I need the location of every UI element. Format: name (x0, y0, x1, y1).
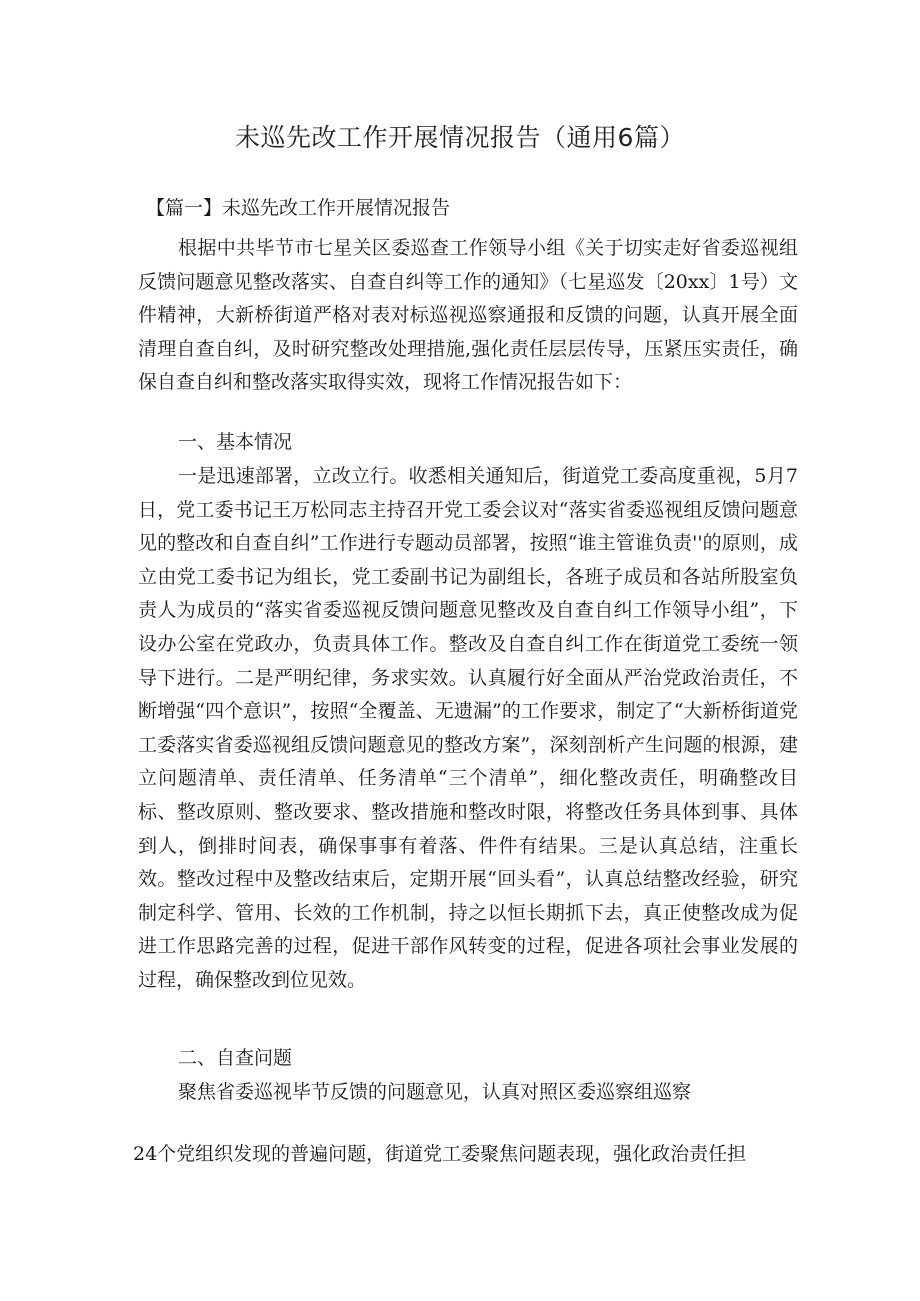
intro-paragraph: 根据中共毕节市七星关区委巡查工作领导小组《关于切实走好省委巡视组反馈问题意见整改落实、自查自纠等工作的通知》（七星巡发〔20xx〕1号）文件精神，大新桥街道严格对表对标巡视巡察通报和反馈的问题，认真开展全面清理自查自纠，及时研究整改处理措施,强化责任层层传导，压紧压实责任，确保自查自纠和整改落实取得实效，现将工作情况报告如下： (138, 237, 798, 394)
section-heading: 【篇一】未巡先改工作开展情况报告 (146, 197, 451, 219)
continuation-paragraph: 24个党组织发现的普遍问题，街道党工委聚焦问题表现，强化政治责任担 (133, 1143, 747, 1165)
subheading-basic-situation: 一、基本情况 (178, 431, 293, 453)
subheading-self-check: 二、自查问题 (178, 1047, 293, 1069)
document-title: 未巡先改工作开展情况报告（通用6篇） (235, 123, 685, 152)
basic-situation-paragraph: 一是迅速部署，立改立行。收悉相关通知后，街道党工委高度重视，5月7日，党工委书记王万松同志主持召开党工委会议对“落实省委巡视组反馈问题意见的整改和自查自纠”工作进行专题动员部署，按照“谁主管谁负责''的原则，成立由党工委书记为组长，党工委副书记为副组长，各班子成员和各站所股室负责人为成员的“落实省委巡视反馈问题意见整改及自查自纠工作领导小组”，下设办公室在党政办，负责具体工作。整改及自查自纠工作在街道党工委统一领导下进行。二是严明纪律，务求实效。认真履行好全面从严治党政治责任，不断增强“四个意识”，按照“全覆盖、无遗漏”的工作要求，制定了“大新桥街道党工委落实省委巡视组反馈问题意见的整改方案”，深刻剖析产生问题的根源，建立问题清单、责任清单、任务清单“三个清单”，细化整改责任，明确整改目标、整改原则、整改要求、整改措施和整改时限，将整改任务具体到事、具体到人，倒排时间表，确保事事有着落、件件有结果。三是认真总结，注重长效。整改过程中及整改结束后，定期开展“回头看”，认真总结整改经验，研究制定科学、管用、长效的工作机制，持之以恒长期抓下去，真正使整改成为促进工作思路完善的过程，促进干部作风转变的过程，促进各项社会事业发展的过程，确保整改到位见效。 (138, 465, 798, 991)
self-check-paragraph: 聚焦省委巡视毕节反馈的问题意见，认真对照区委巡察组巡察 (178, 1081, 692, 1103)
